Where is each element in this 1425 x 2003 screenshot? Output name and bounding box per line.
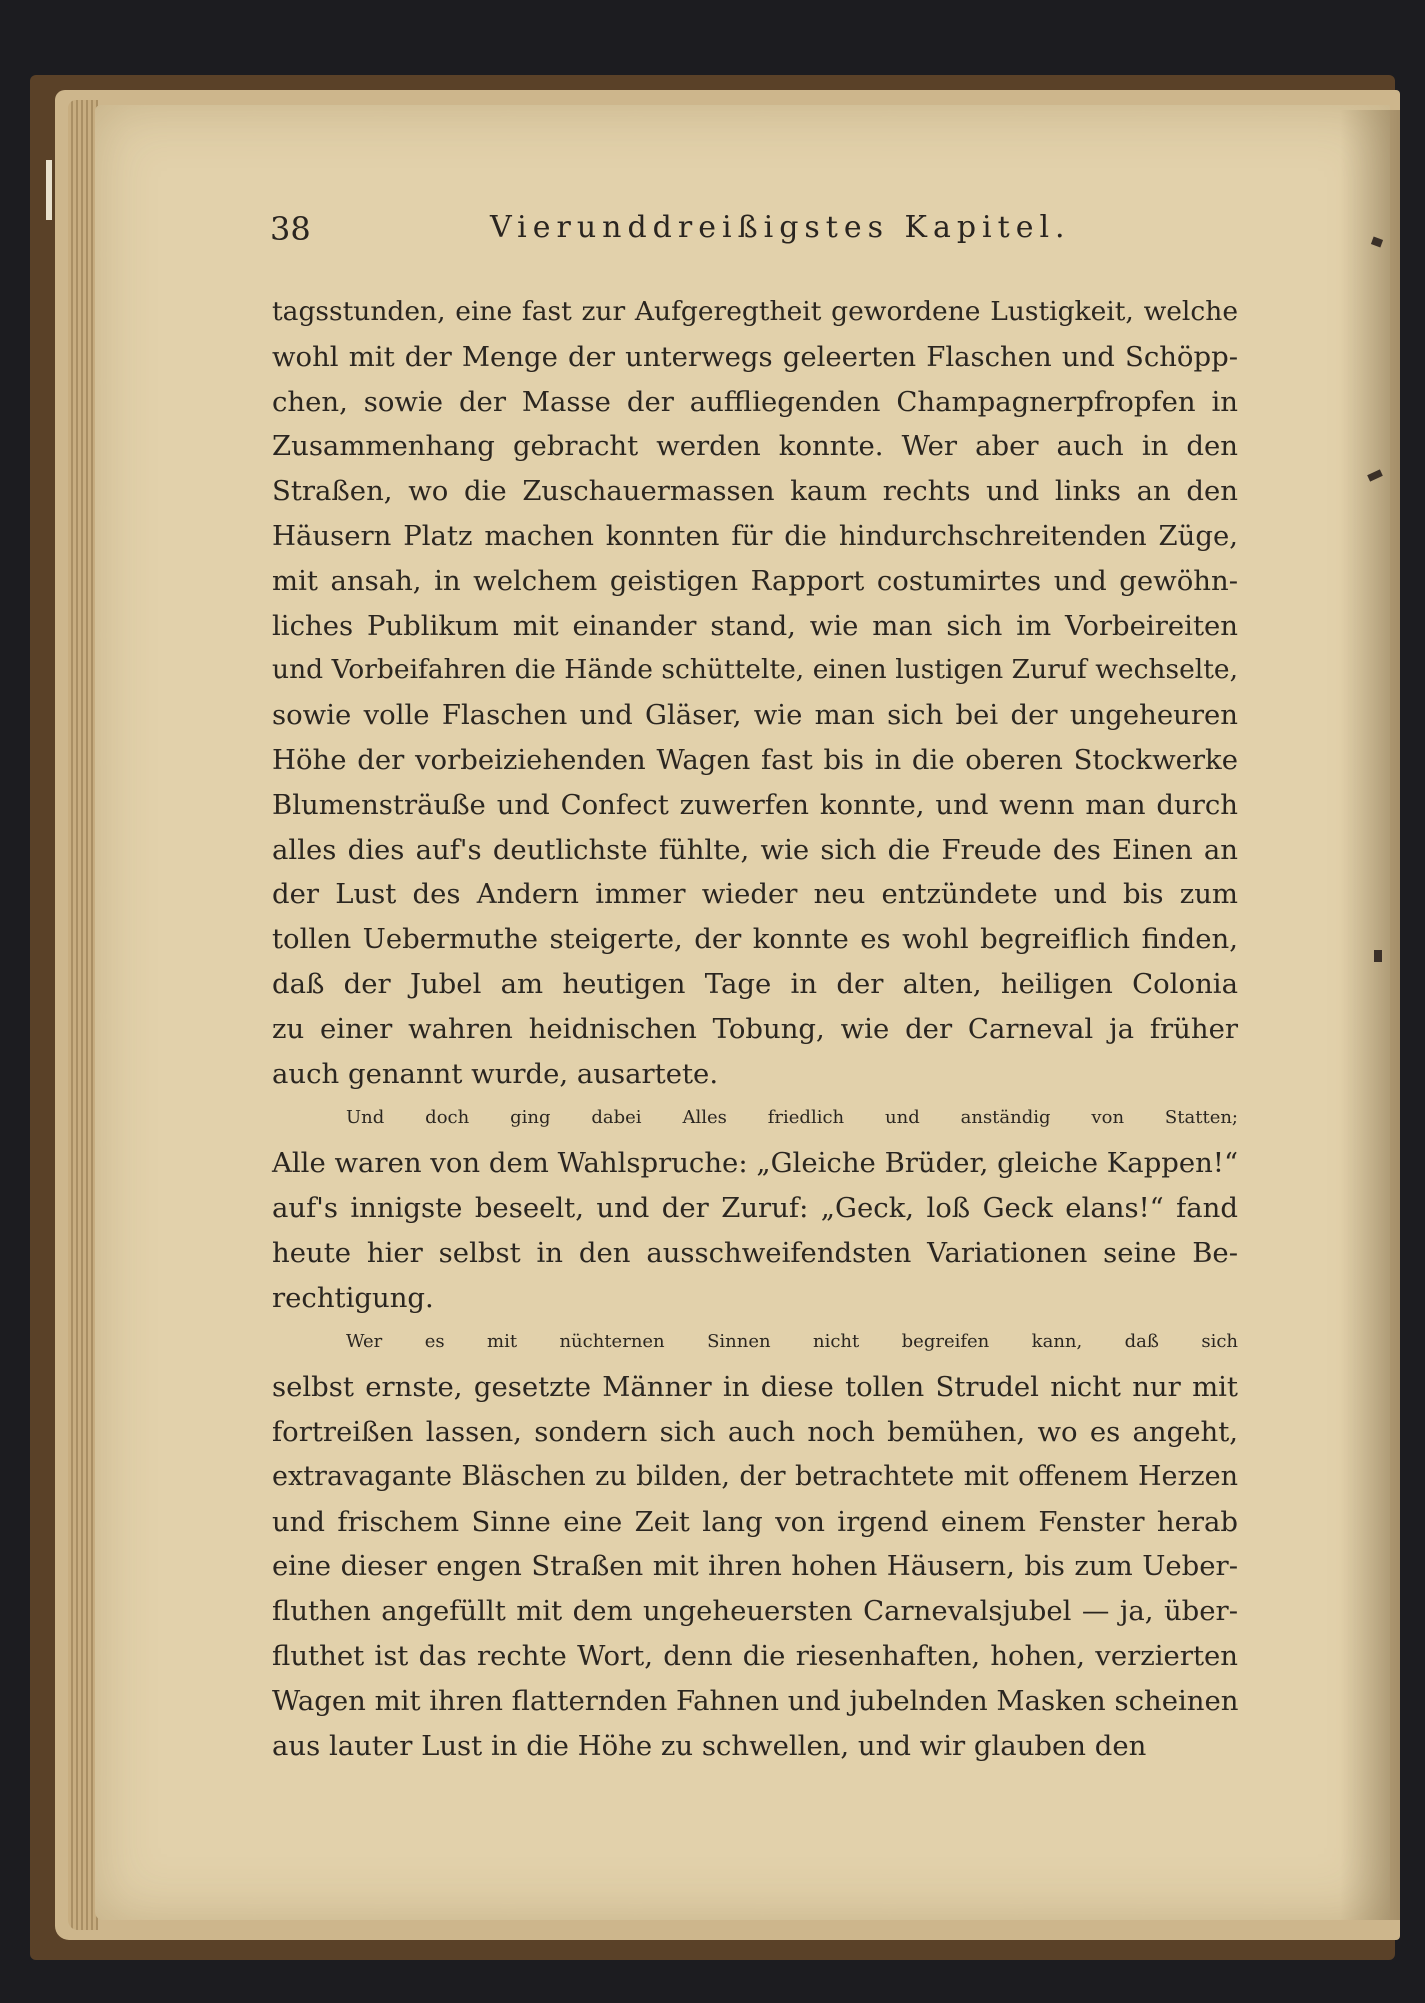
text-line: auf's innigste beseelt, und der Zuruf: „Geck, loß Geck elans!“ fand	[272, 1191, 1238, 1224]
text-line: eine dieser engen Straßen mit ihren hohen Häusern, bis zum Ueber-	[272, 1550, 1238, 1583]
text-line: liches Publikum mit einander stand, wie man sich im Vorbeireiten	[272, 609, 1238, 642]
text-line: fluthet ist das rechte Wort, denn die riesenhaften, hohen, verzierten	[272, 1639, 1238, 1672]
text-line: Straßen, wo die Zuschauermassen kaum rechts und links an den	[272, 475, 1238, 508]
text-line: fluthen angefüllt mit dem ungeheuersten Carnevalsjubel — ja, über-	[272, 1595, 1238, 1628]
text-line: sowie volle Flaschen und Gläser, wie man sich bei der ungeheuren	[272, 699, 1238, 732]
running-header	[270, 210, 1270, 260]
text-line: wohl mit der Menge der unterwegs geleerten Flaschen und Schöpp-	[272, 340, 1238, 373]
spine-label	[46, 160, 52, 220]
text-line: selbst ernste, gesetzte Männer in diese tollen Strudel nicht nur mit	[272, 1371, 1238, 1404]
text-line: Wagen mit ihren flatternden Fahnen und jubelnden Masken scheinen	[272, 1684, 1239, 1717]
text-line: Höhe der vorbeiziehenden Wagen fast bis in die oberen Stockwerke	[272, 743, 1238, 776]
body-text	[272, 290, 1238, 1768]
text-line: tollen Uebermuthe steigerte, der konnte es wohl begreiflich finden,	[272, 923, 1238, 956]
text-line: daß der Jubel am heutigen Tage in der alten, heiligen Colonia	[272, 967, 1238, 1000]
text-line: Zusammenhang gebracht werden konnte. Wer aber auch in den	[272, 430, 1238, 463]
text-line: Und doch ging dabei Alles friedlich und anständig von Statten;	[346, 1107, 1238, 1129]
text-line: alles dies auf's deutlichste fühlte, wie sich die Freude des Einen an	[272, 833, 1238, 866]
text-line: Alle waren von dem Wahlspruche: „Gleiche Brüder, gleiche Kappen!“	[272, 1147, 1238, 1180]
text-line: der Lust des Andern immer wieder neu entzündete und bis zum	[272, 878, 1238, 911]
text-line: chen, sowie der Masse der auffliegenden Champagnerpfropfen in	[272, 385, 1238, 418]
chapter-title: Vierunddreißigstes Kapitel.	[490, 210, 1071, 245]
text-line: Wer es mit nüchternen Sinnen nicht begreifen kann, daß sich	[346, 1331, 1238, 1353]
text-line: Blumensträuße und Confect zuwerfen konnte, und wenn man durch	[272, 788, 1238, 821]
text-line: rechtigung.	[272, 1281, 434, 1314]
margin-mark	[1374, 950, 1382, 962]
page-number: 38	[270, 210, 311, 248]
text-line: Häusern Platz machen konnten für die hindurchschreitenden Züge,	[272, 519, 1238, 552]
text-line: auch genannt wurde, ausartete.	[272, 1057, 719, 1090]
text-line: aus lauter Lust in die Höhe zu schwellen, und wir glauben den	[272, 1729, 1147, 1762]
text-line: tagsstunden, eine fast zur Aufgeregtheit gewordene Lustigkeit, welche	[272, 296, 1238, 327]
text-line: heute hier selbst in den ausschweifendsten Variationen seine Be-	[272, 1236, 1238, 1269]
text-line: mit ansah, in welchem geistigen Rapport costumirtes und gewöhn-	[272, 564, 1238, 597]
text-line: und Vorbeifahren die Hände schüttelte, einen lustigen Zuruf wechselte,	[272, 654, 1238, 686]
text-line: extravagante Bläschen zu bilden, der betrachtete mit offenem Herzen	[272, 1460, 1238, 1492]
binding-shadow	[1340, 110, 1400, 1920]
text-line: zu einer wahren heidnischen Tobung, wie der Carneval ja früher	[272, 1012, 1238, 1045]
page-edges	[68, 100, 98, 1930]
text-line: fortreißen lassen, sondern sich auch noch bemühen, wo es angeht,	[272, 1415, 1238, 1448]
text-line: und frischem Sinne eine Zeit lang von irgend einem Fenster herab	[272, 1505, 1238, 1538]
